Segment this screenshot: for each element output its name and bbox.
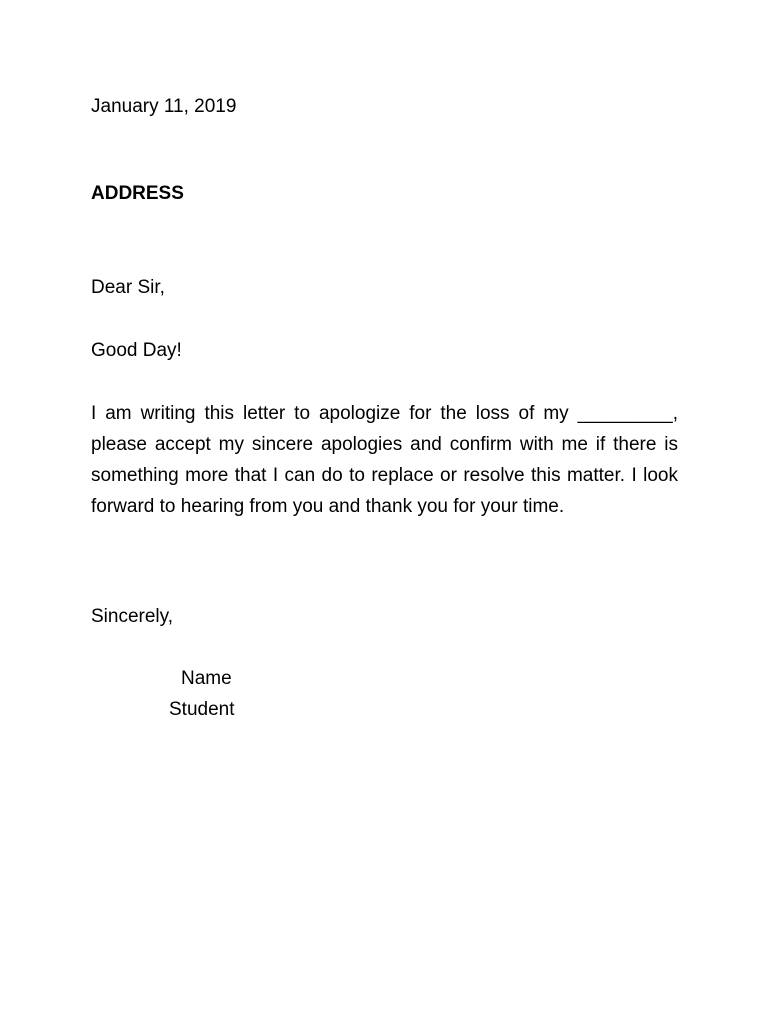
signature-name: Name (181, 668, 232, 689)
greeting: Good Day! (91, 340, 182, 361)
signature-role: Student (169, 699, 235, 720)
closing: Sincerely, (91, 606, 174, 627)
body-paragraph: I am writing this letter to apologize for the loss of my _________, please accept my sincere apologies and confirm with me if there is something more that I can do to replace or resolve this matter. I look forward to hearing from you and thank you for your time. (91, 403, 678, 517)
letter-date: January 11, 2019 (91, 96, 237, 117)
salutation: Dear Sir, (91, 277, 165, 298)
address-heading: ADDRESS (91, 183, 184, 204)
